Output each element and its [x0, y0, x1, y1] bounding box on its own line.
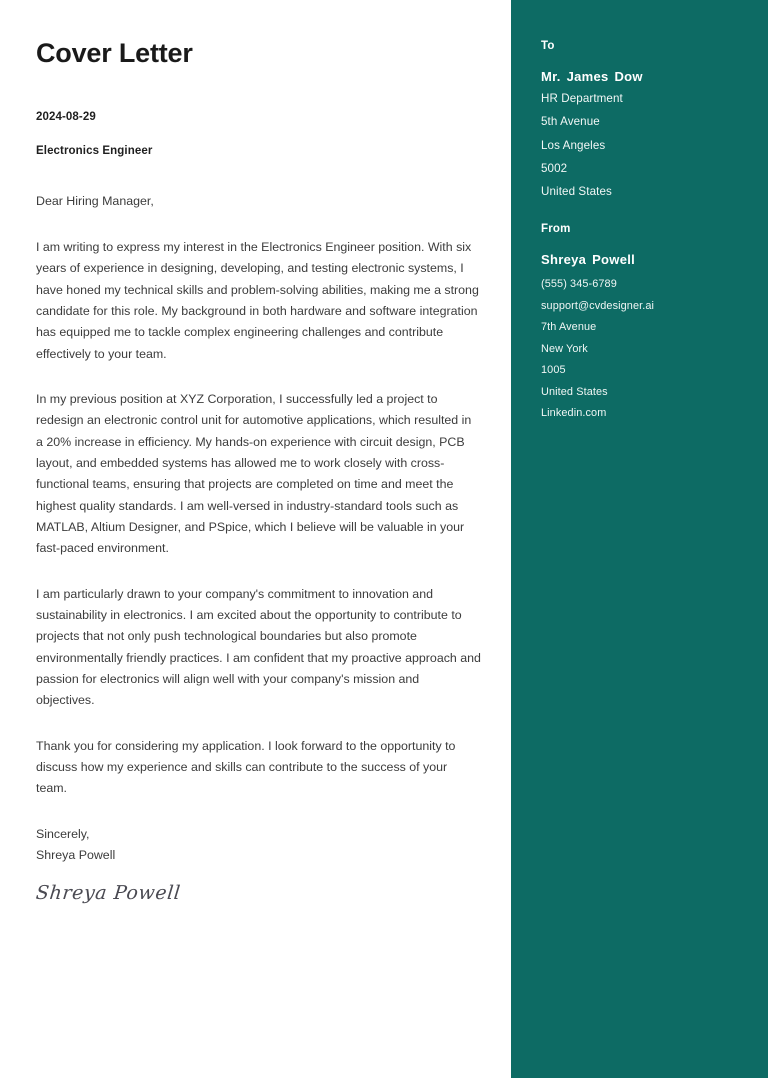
recipient-line: 5th Avenue [541, 115, 600, 129]
sender-block [541, 223, 748, 422]
sender-city: New York [541, 342, 588, 355]
letter-paragraph-2: In my previous position at XYZ Corporation, I successfully led a project to redesign an electronic control unit for automotive applications, which resulted in a 20% increase in efficiency. My hands-on experience with circuit design, PCB layout, and embedded systems has allowed me to work closely with cross-functional teams, ensuring that projects are completed on time and meet the highest quality standards. I am well-versed in industry-standard tools such as MATLAB, Altium Designer, and PSpice, which I believe will be valuable in your fast-paced environment. [36, 392, 472, 556]
letter-closing [36, 824, 481, 867]
sender-street: 7th Avenue [541, 321, 597, 334]
letter-job-title: Electronics Engineer [36, 145, 153, 158]
sender-name: Shreya Powell [541, 251, 636, 267]
signature-mark: Shreya Powell [34, 882, 182, 905]
page-title: Cover Letter [36, 38, 193, 68]
sender-linkedin[interactable]: Linkedin.com [541, 407, 607, 420]
recipient-heading: To [541, 40, 555, 52]
letter-paragraph-1: I am writing to express my interest in the Electronics Engineer position. With six years of experience in designing, developing, and testing electronic systems, I have honed my technical skills and problem-solving abilities, making me a strong candidate for this role. My background in both hardware and software integration has equipped me to tackle complex engineering challenges and contribute effectively to your team. [36, 240, 479, 361]
sender-postal-code: 1005 [541, 364, 566, 377]
letter-paragraph-3: I am particularly drawn to your company's commitment to innovation and sustainability in electronics. I am excited about the opportunity to contribute to projects that not only push technological boundaries but also promote environmentally friendly practices. I am confident that my proactive approach and passion for electronics will align well with your company's mission and objectives. [36, 586, 481, 708]
letter-salutation: Dear Hiring Manager, [36, 194, 154, 209]
sender-email[interactable]: support@cvdesigner.ai [541, 299, 655, 312]
recipient-line: United States [541, 185, 612, 199]
recipient-line: 5002 [541, 161, 568, 175]
recipient-name: Mr. James Dow [541, 69, 643, 84]
letter-paragraph-4: Thank you for considering my application. I look forward to the opportunity to discuss how my experience and skills can contribute to the success of your team. [36, 738, 456, 796]
closing-phrase: Sincerely, [36, 826, 90, 841]
sender-phone: (555) 345-6789 [541, 278, 617, 291]
closing-name: Shreya Powell [36, 848, 116, 863]
letter-date: 2024-08-29 [36, 111, 96, 124]
sender-country: United States [541, 385, 608, 398]
recipient-line: HR Department [541, 92, 623, 105]
contact-sidebar [511, 0, 768, 1078]
recipient-line: Los Angeles [541, 138, 606, 152]
sender-heading: From [541, 222, 571, 235]
recipient-block [541, 40, 748, 201]
